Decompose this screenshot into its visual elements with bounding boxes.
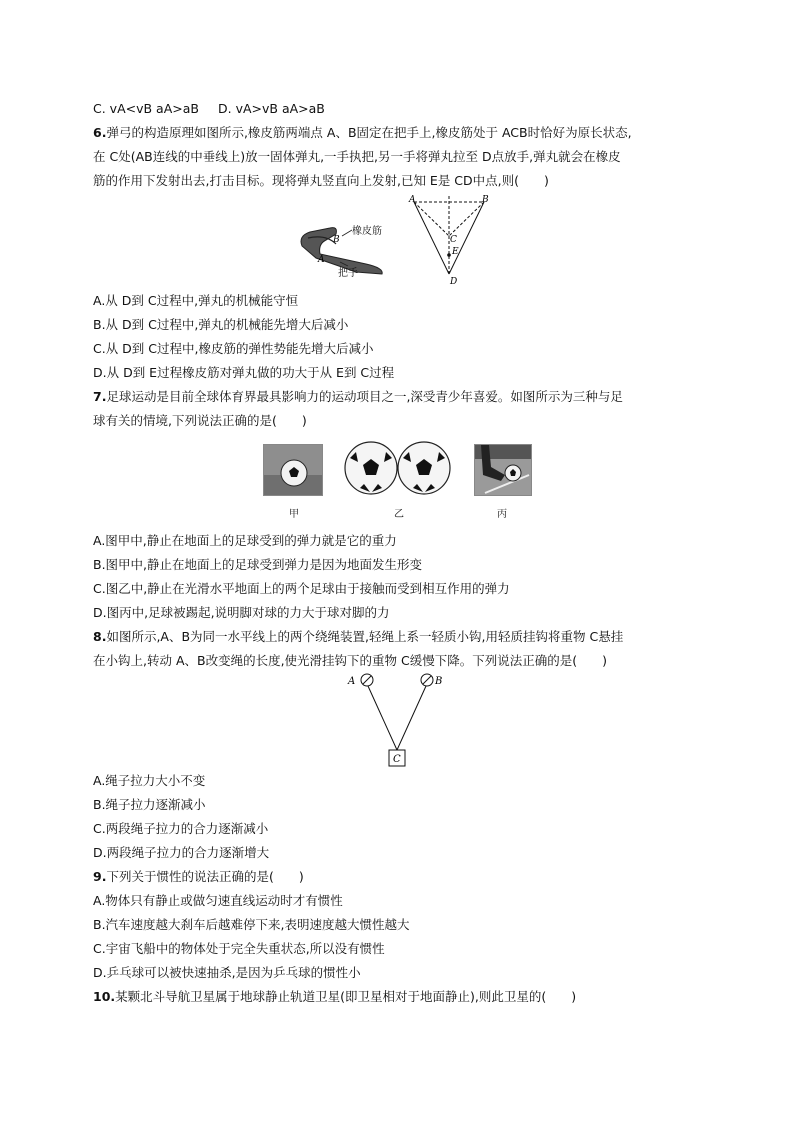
q6-option-c: C.从 D到 C过程中,橡皮筋的弹性势能先增大后减小 <box>93 341 374 356</box>
q8-stem-1: 如图所示,A、B为同一水平线上的两个绕绳装置,轻绳上系一轻质小钩,用轻质挂钩将重物 C悬挂 <box>106 629 624 644</box>
slingshot-label-a: A <box>318 255 325 265</box>
q9-option-a: A.物体只有静止或做匀速直线运动时才有惯性 <box>93 893 343 908</box>
hanging-weight-diagram <box>346 670 450 770</box>
option-d-prev: D. vA>vB aA>aB <box>218 101 325 116</box>
q6-text-line3: 筋的作用下发射出去,打击目标。现将弹丸竖直向上发射,已知 E是 CD中点,则( ) <box>93 173 549 188</box>
q10-number: 10. <box>93 989 116 1004</box>
photo-yi <box>344 440 452 496</box>
label-rubber-band: 橡皮筋 <box>352 226 382 237</box>
q9-number: 9. <box>93 869 107 884</box>
q10-stem-1: 某颗北斗导航卫星属于地球静止轨道卫星(即卫星相对于地面静止),则此卫星的( ) <box>115 989 577 1004</box>
rubber-pointer <box>342 230 352 236</box>
tri-label-b: B <box>482 195 489 205</box>
tri-label-c: C <box>450 235 457 245</box>
q8-label-b: B <box>435 676 443 687</box>
q8-number: 8. <box>93 629 107 644</box>
caption-bing: 丙 <box>497 509 507 520</box>
tri-label-d: D <box>450 277 458 287</box>
q8-text-line2: 在小钩上,转动 A、B改变绳的长度,使光滑挂钩下的重物 C缓慢下降。下列说法正确的是( ) <box>93 653 608 668</box>
q7-number: 7. <box>93 389 107 404</box>
q8-option-d: D.两段绳子拉力的合力逐渐增大 <box>93 845 270 860</box>
q7-stem-1: 足球运动是目前全球体育界最具影响力的运动项目之一,深受青少年喜爱。如图所示为三种与足 <box>106 389 623 404</box>
photo-jia <box>263 444 323 496</box>
q7-text-line1 <box>93 388 623 406</box>
point-e <box>447 253 451 257</box>
q6-option-d: D.从 D到 E过程橡皮筋对弹丸做的功大于从 E到 C过程 <box>93 365 395 380</box>
triangle-diagram <box>402 192 502 288</box>
tri-label-a: A <box>409 195 416 205</box>
q8-option-a: A.绳子拉力大小不变 <box>93 773 206 788</box>
q7-option-c: C.图乙中,静止在光滑水平地面上的两个足球由于接触而受到相互作用的弹力 <box>93 581 510 596</box>
q7-option-a: A.图甲中,静止在地面上的足球受到的弹力就是它的重力 <box>93 533 397 548</box>
q7-text-line2: 球有关的情境,下列说法正确的是( ) <box>93 413 307 428</box>
q6-stem-1: 弹弓的构造原理如图所示,橡皮筋两端点 A、B固定在把手上,橡皮筋处于 ACB时恰好为原长状态, <box>106 125 632 140</box>
q8-label-a: A <box>348 676 356 687</box>
rope-right <box>397 686 426 750</box>
slingshot-label-b: B <box>333 235 340 245</box>
tri-label-e: E <box>452 247 459 257</box>
photo-bing <box>474 444 532 496</box>
q8-text-line1 <box>93 628 623 646</box>
label-handle: 把手 <box>338 268 358 279</box>
q7-option-b: B.图甲中,静止在地面上的足球受到弹力是因为地面发生形变 <box>93 557 423 572</box>
q9-option-d: D.乒乓球可以被快速抽杀,是因为乒乓球的惯性小 <box>93 965 361 980</box>
option-c-prev: C. vA<vB aA>aB <box>93 101 199 116</box>
q8-label-c: C <box>393 754 401 765</box>
q9-stem-1: 下列关于惯性的说法正确的是( ) <box>106 869 304 884</box>
q8-option-c: C.两段绳子拉力的合力逐渐减小 <box>93 821 269 836</box>
q7-option-d: D.图丙中,足球被踢起,说明脚对球的力大于球对脚的力 <box>93 605 390 620</box>
q9-text-line1 <box>93 868 304 886</box>
q6-text-line1 <box>93 124 632 142</box>
q8-option-b: B.绳子拉力逐渐减小 <box>93 797 206 812</box>
q6-option-a: A.从 D到 C过程中,弹丸的机械能守恒 <box>93 293 299 308</box>
caption-jia: 甲 <box>289 509 299 520</box>
q6-number: 6. <box>93 125 107 140</box>
rope-left <box>368 686 397 750</box>
caption-yi: 乙 <box>394 509 404 520</box>
q6-text-line2: 在 C处(AB连线的中垂线上)放一固体弹丸,一手执把,另一手将弹丸拉至 D点放手,弹丸就会在橡皮 <box>93 149 621 164</box>
q6-option-b: B.从 D到 C过程中,弹丸的机械能先增大后减小 <box>93 317 349 332</box>
q10-text-line1 <box>93 988 576 1006</box>
q9-option-c: C.宇宙飞船中的物体处于完全失重状态,所以没有惯性 <box>93 941 385 956</box>
q9-option-b: B.汽车速度越大刹车后越难停下来,表明速度越大惯性越大 <box>93 917 410 932</box>
